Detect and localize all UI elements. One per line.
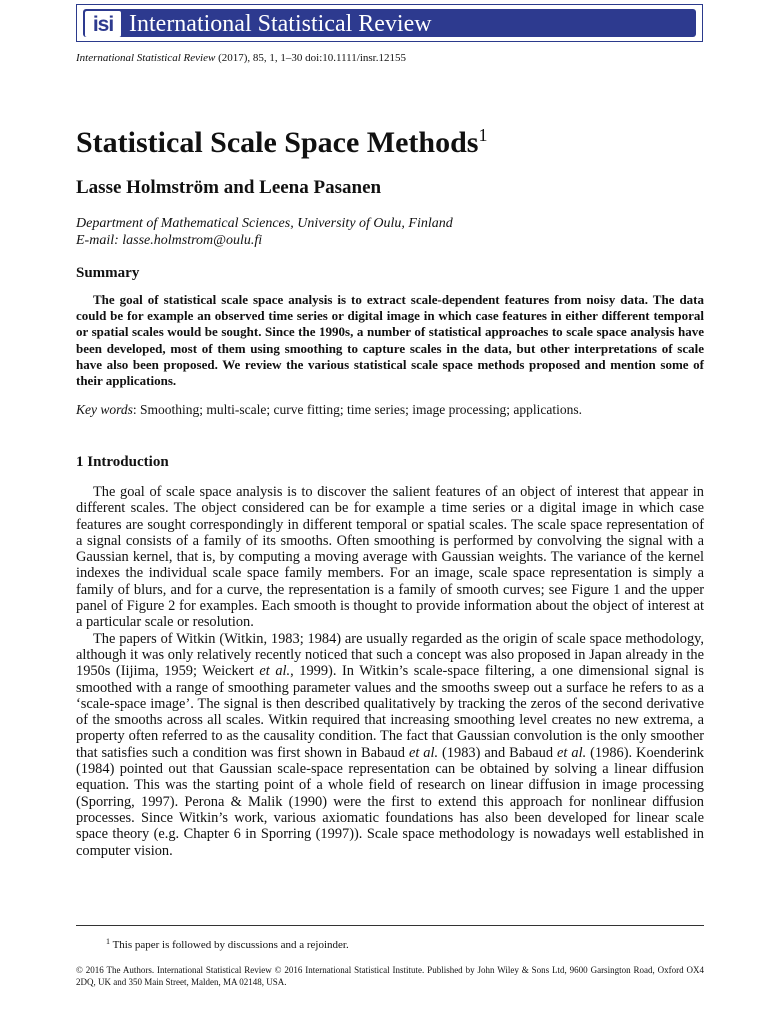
footnote-text: This paper is followed by discussions and a rejoinder. — [112, 939, 349, 951]
footnote — [106, 935, 349, 952]
introduction-body — [76, 484, 704, 859]
footnote-mark: 1 — [106, 937, 110, 946]
intro-p2-part-c: (1983) and Babaud — [438, 744, 558, 761]
intro-paragraph-2 — [76, 631, 704, 859]
section-heading-introduction: 1 Introduction — [76, 454, 169, 470]
affiliation: Department of Mathematical Sciences, University of Oulu, Finland — [76, 216, 453, 231]
citation-line — [76, 51, 406, 65]
et-al-babaud-1983: et al. — [408, 744, 439, 761]
author-email[interactable]: E-mail: lasse.holmstrom@oulu.fi — [76, 233, 263, 248]
keywords-label: Key words — [76, 402, 133, 417]
intro-p2-part-d: (1986). Koenderink (1984) pointed out that Gaussian scale-space representation can be obtained by solving a linear diffusion equation. This was the starting point of a whole field of research on linear diffusion in image processing (Sporring, 1997). Perona & Malik (1990) were the first to extend this approach for nonlinear diffusion processes. Since Witkin’s work, various axiomatic foundations has also been developed for linear scale space theory (e.g. Chapter 6 in Sporring (1997)). Scale space methodology is nowadays well established in computer vision. — [76, 744, 704, 859]
journal-name: International Statistical Review — [129, 11, 432, 37]
author-affiliation-block — [76, 215, 453, 249]
intro-paragraph-1: The goal of scale space analysis is to discover the salient features of an object of interest that appear in different scales. The object considered can be for example a time series or a digital image in which case features are sought correspondingly in different temporal or spatial scales. The scale space representation of a signal consists of a family of its smooths. Often smoothing is performed by convolving the signal with a Gaussian kernel, that is, by computing a moving average with Gaussian weights. The variance of the kernel indexes the individual scale space family members. For an image, scale space representation is simply a family of blurs, and for a curve, the representation is a family of smooth curves; see Figure 1 and the upper panel of Figure 2 for examples. Each smooth is thought to provide information about the object of interest at a particular scale or resolution. — [76, 484, 704, 631]
article-title-text: Statistical Scale Space Methods — [76, 126, 479, 159]
intro-p2-part-b: , 1999). In Witkin’s scale-space filtering, a one dimensional signal is smoothed with a range of smoothing parameter values and the smooths sweep out a surface he refers to as a ‘scale-space image’. The signal is then described qualitatively by tracking the zeros of the second derivative of the smooths across all scales. Witkin required that increasing smoothing level creates no new extrema, a property often referred to as the causality condition. The fact that Gaussian convolution is the only smoother that satisfies such a condition was first shown in Babaud — [76, 663, 704, 761]
journal-banner-bar — [83, 9, 696, 37]
isi-logo — [85, 11, 121, 37]
copyright-notice: © 2016 The Authors. International Statistical Review © 2016 International Statistical Institute. Published by John Wiley & Sons Ltd, 9600 Garsington Road, Oxford OX4 2DQ, UK and 350 Main Street, Malden, MA 02148, USA. — [76, 965, 704, 987]
keywords-list: : Smoothing; multi-scale; curve fitting; time series; image processing; applications. — [132, 402, 583, 417]
intro-p2-part-a: The papers of Witkin (Witkin, 1983; 1984) are usually regarded as the origin of scale space methodology, although it was only relatively recently noticed that such a concept was also proposed in Japan already in the 1950s (Iijima, 1959; Weickert — [76, 630, 704, 680]
article-title — [76, 116, 487, 162]
citation-details: (2017), 85, 1, 1–30 doi:10.1111/insr.12155 — [218, 52, 406, 64]
title-footnote-mark[interactable]: 1 — [478, 125, 488, 145]
et-al-weickert: et al. — [259, 663, 291, 680]
summary-heading: Summary — [76, 265, 140, 281]
citation-journal: International Statistical Review — [76, 52, 216, 64]
footnote-divider — [76, 925, 704, 926]
isi-logo-text: isi — [92, 12, 114, 36]
summary-text: The goal of statistical scale space analysis is to extract scale-dependent features from noisy data. The data could be for example an observed time series or digital image in which case features in either different temporal or spatial scales would be sought. Since the 1990s, a number of statistical approaches to scale space analysis have been developed, most of them using smoothing to capture scales in the data, but other interpretations of scale have also been proposed. We review the various statistical scale space methods proposed and mention some of their applications. — [76, 292, 704, 389]
journal-banner — [76, 4, 703, 42]
keywords — [76, 402, 582, 418]
et-al-babaud-1986: et al. — [557, 744, 587, 761]
article-authors: Lasse Holmström and Leena Pasanen — [76, 177, 382, 198]
